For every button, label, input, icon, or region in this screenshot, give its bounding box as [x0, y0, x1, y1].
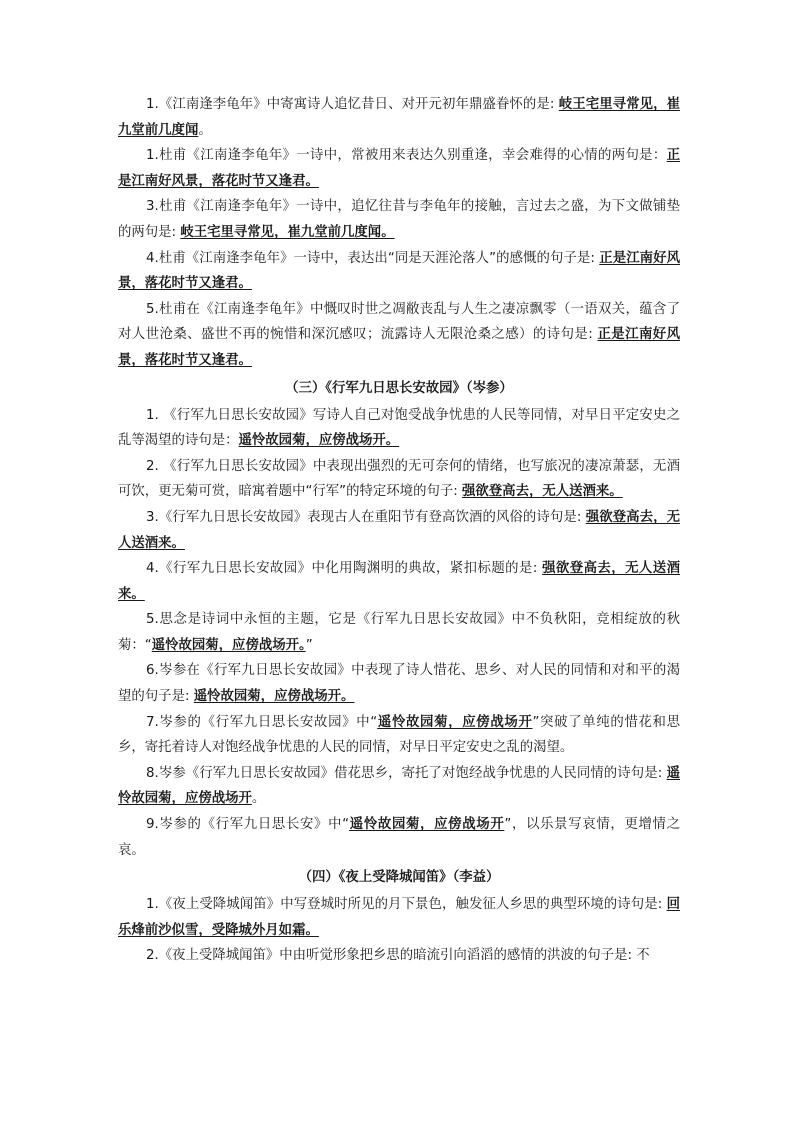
list-item: 1. 《行军九日思长安故园》写诗人自己对饱受战争忧患的人民等同情，对早日平定安史之乱等渴望的诗句是：遥怜故园菊，应傍战场开。: [118, 407, 680, 449]
list-item: 3.杜甫《江南逢李龟年》一诗中，追忆往昔与李龟年的接触，言过去之盛，为下文做铺垫的两句是: 岐王宅里寻常见，崔九堂前几度闻。: [118, 199, 680, 240]
list-item: 7.岑参的《行军九日思长安故园》中“遥怜故园菊，应傍战场开”突破了单纯的惜花和思乡，寄托着诗人对饱经战争忧患的人民的同情，对早日平定安史之乱的渴望。: [118, 714, 680, 756]
section-3: [118, 403, 680, 864]
list-item: 4.《行军九日思长安故园》中化用陶渊明的典故，紧扣标题的是: 强欲登高去，无人送酒来。: [118, 561, 680, 602]
list-item: 6.岑参在《行军九日思长安故园》中表现了诗人惜花、思乡、对人民的同情和对和平的渴望的句子是: 遥怜故园菊，应傍战场开。: [118, 663, 680, 705]
list-item: 3.《行军九日思长安故园》表现古人在重阳节有登高饮酒的风俗的诗句是: 强欲登高去，无人送酒来。: [118, 509, 681, 551]
answer-text: 遥怜故园菊，应傍战场开: [377, 714, 533, 730]
answer-text: 遥怜故园菊，应傍战场开: [118, 765, 680, 807]
answer-text: 遥怜故园菊，应傍战场开。: [238, 433, 400, 449]
answer-text: 强欲登高去，无人送酒来。: [118, 561, 680, 602]
list-item: 2.《夜上受降城闻笛》中由听觉形象把乡思的暗流引向滔滔的感情的洪波的句子是: 不: [146, 948, 650, 964]
section-2: [118, 92, 680, 374]
answer-text: 岐王宅里寻常见，崔九堂前几度闻。: [180, 224, 395, 240]
list-item: 1.《江南逢李龟年》中寄寓诗人追忆昔日、对开元初年鼎盛眷怀的是: 岐王宅里寻常见，崔九堂前几度闻。: [118, 97, 681, 138]
list-item: 8.岑参《行军九日思长安故园》借花思乡，寄托了对饱经战争忧患的人民同情的诗句是: 遥怜故园菊，应傍战场开。: [118, 765, 680, 807]
answer-text: 回乐烽前沙似雪，受降城外月如霜。: [118, 897, 680, 938]
list-item: 4.杜甫《江南逢李龟年》一诗中，表达出“同是天涯沦落人”的感慨的句子是: 正是江南好风景，落花时节又逢君。: [118, 250, 680, 292]
answer-text: 强欲登高去，无人送酒来。: [118, 509, 681, 551]
list-item: 5.思念是诗词中永恒的主题，它是《行军九日思长安故园》中不负秋阳，竞相绽放的秋菊：“遥怜故园菊，应傍战场开。”: [118, 612, 680, 653]
answer-text: 正是江南好风景，落花时节又逢君。: [118, 250, 680, 292]
answer-text: 正是江南好风景，落花时节又逢君。: [118, 148, 680, 189]
answer-text: 强欲登高去，无人送酒来。: [462, 484, 623, 500]
list-item: 5.杜甫在《江南逢李龟年》中慨叹时世之凋敝丧乱与人生之凄凉飘零（一语双关，蕴含了对人世沧桑、盛世不再的惋惜和深沉感叹；流露诗人无限沧桑之感）的诗句是: 正是江南好风景，落花时节又逢君。: [118, 301, 681, 368]
answer-text: 正是江南好风景，落花时节又逢君。: [118, 327, 681, 368]
list-item: 9.岑参的《行军九日思长安》中“遥怜故园菊，应傍战场开”，以乐景写哀情，更增情之哀。: [118, 817, 680, 858]
document-page: [118, 92, 680, 969]
list-item: 1.《夜上受降城闻笛》中写登城时所见的月下景色，触发征人乡思的典型环境的诗句是: 回乐烽前沙似雪，受降城外月如霜。: [118, 897, 680, 938]
section-4: [118, 892, 680, 969]
answer-text: 遥怜故园菊，应傍战场开。: [151, 637, 306, 653]
list-item: 1.杜甫《江南逢李龟年》一诗中，常被用来表达久别重逢，幸会难得的心情的两句是：正是江南好风景，落花时节又逢君。: [118, 148, 680, 189]
answer-text: 岐王宅里寻常见，崔九堂前几度闻: [118, 97, 681, 138]
section-4-heading: （四）《夜上受降城闻笛》（李益）: [298, 870, 500, 886]
section-3-heading: （三）《行军九日思长安故园》（岑参）: [285, 380, 513, 396]
answer-text: 遥怜故园菊，应傍战场开。: [193, 689, 355, 705]
answer-text: 遥怜故园菊，应傍战场开: [349, 817, 505, 833]
list-item: 2. 《行军九日思长安故园》中表现出强烈的无可奈何的情绪，也写旅况的凄凉萧瑟，无酒可饮，更无菊可赏，暗寓着题中“行军”的特定环境的句子: 强欲登高去，无人送酒来。: [118, 458, 680, 500]
